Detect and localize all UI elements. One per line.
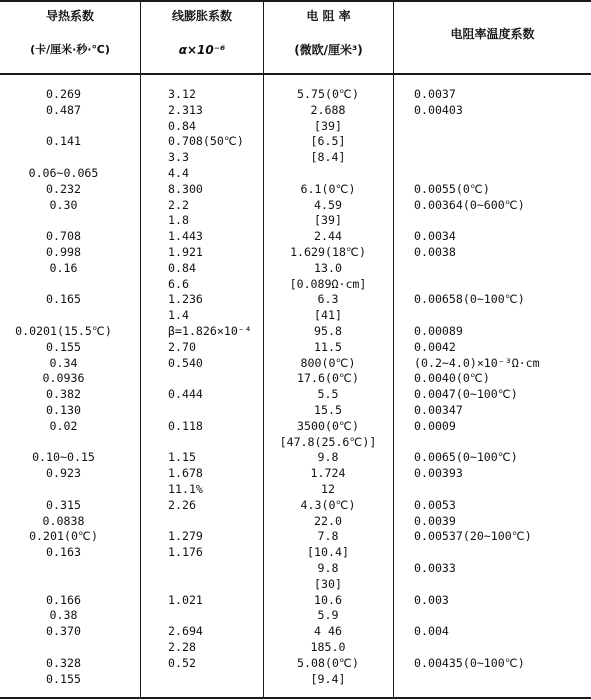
expansion-cell: 1.021 (168, 592, 203, 607)
expansion-cell: 2.2 (168, 197, 189, 212)
temp-coeff-cell: 0.00364(0~600℃) (414, 197, 525, 212)
temp-coeff-cell: 0.0033 (414, 561, 456, 575)
temp-coeff-cell: 0.0065(0~100℃) (414, 450, 518, 465)
expansion-cell: 1.176 (168, 545, 203, 560)
resistivity-cell: 5.75(0℃) (297, 87, 359, 101)
expansion-cell: 0.118 (168, 418, 203, 433)
expansion-cell: 2.694 (168, 624, 203, 639)
resistivity-cell: [39] (314, 118, 342, 133)
conductivity-cell: 0.998 (46, 245, 81, 259)
resistivity-cell: [0.089Ω·cm] (289, 276, 367, 291)
header-thermal-conductivity-unit: (卡/厘米·秒·℃) (30, 43, 110, 56)
conductivity-cell: 0.06~0.065 (28, 166, 99, 180)
temp-coeff-cell: 0.00347 (414, 403, 463, 417)
conductivity-cell: 0.30 (49, 197, 78, 212)
resistivity-cell: 185.0 (310, 640, 346, 654)
expansion-cell: 0.540 (168, 355, 203, 370)
bottom-rule (0, 697, 591, 699)
resistivity-cell: 15.5 (314, 403, 342, 417)
expansion-cell: 11.1% (168, 482, 203, 496)
temp-coeff-cell: 0.0047(0~100℃) (414, 387, 518, 402)
expansion-cell: 0.52 (168, 655, 196, 670)
header-resistivity: 电 阻 率 (306, 9, 351, 23)
temp-coeff-cell: 0.0038 (414, 245, 456, 259)
conductivity-cell: 0.201(0℃) (29, 529, 98, 544)
conductivity-cell: 0.165 (46, 292, 81, 307)
header-linear-expansion-unit: α×10⁻⁶ (178, 43, 226, 57)
conductivity-cell: 0.163 (46, 545, 81, 560)
expansion-cell: 1.443 (168, 229, 203, 244)
expansion-cell: 1.8 (168, 213, 189, 228)
resistivity-cell: 5.9 (317, 608, 339, 623)
top-rule (0, 0, 591, 2)
expansion-cell: 1.236 (168, 292, 203, 307)
resistivity-cell: [8.4] (310, 150, 346, 165)
expansion-cell: 1.921 (168, 245, 203, 259)
expansion-cell: 2.26 (168, 497, 196, 512)
conductivity-cell: 0.315 (46, 497, 81, 512)
resistivity-cell: 1.629(18℃) (290, 245, 366, 259)
temp-coeff-cell: 0.0055(0℃) (414, 181, 490, 196)
conductivity-cell: 0.269 (46, 87, 81, 101)
expansion-cell: 1.279 (168, 529, 203, 544)
conductivity-cell: 0.923 (46, 466, 81, 481)
temp-coeff-cell: 0.0034 (414, 229, 456, 244)
resistivity-cell: 22.0 (314, 513, 342, 528)
resistivity-cell: 10.6 (314, 592, 342, 607)
conductivity-cell: 0.141 (46, 134, 81, 149)
temp-coeff-cell: 0.00393 (414, 466, 463, 481)
expansion-cell: 0.444 (168, 387, 203, 402)
temp-coeff-cell: 0.0040(0℃) (414, 371, 490, 386)
conductivity-cell: 0.16 (49, 260, 78, 275)
temp-coeff-cell: 0.0042 (414, 339, 456, 354)
header-bottom-rule (0, 73, 591, 75)
resistivity-cell: 4.59 (314, 197, 342, 212)
resistivity-cell: [9.4] (310, 671, 346, 686)
temp-coeff-cell: 0.0009 (414, 418, 456, 433)
conductivity-cell: 0.370 (46, 624, 81, 639)
temp-coeff-cell: 0.0039 (414, 513, 456, 528)
resistivity-cell: 2.688 (310, 102, 346, 117)
temp-coeff-cell: 0.003 (414, 592, 449, 607)
resistivity-cell: 5.5 (317, 387, 339, 402)
resistivity-cell: [41] (314, 308, 342, 323)
resistivity-cell: 9.8 (317, 561, 339, 575)
expansion-cell: 2.70 (168, 339, 196, 354)
temp-coeff-cell: 0.00537(20~100℃) (414, 529, 532, 544)
expansion-cell: 2.313 (168, 102, 203, 117)
expansion-cell: 8.300 (168, 181, 203, 196)
resistivity-cell: 800(0℃) (300, 355, 356, 370)
expansion-cell: 1.15 (168, 450, 196, 465)
resistivity-cell: 9.8 (317, 450, 339, 465)
resistivity-cell: [39] (314, 213, 342, 228)
temp-coeff-cell: 0.004 (414, 624, 449, 639)
resistivity-cell: 6.1(0℃) (300, 181, 356, 196)
resistivity-cell: 4 46 (314, 624, 342, 639)
resistivity-cell: [30] (314, 576, 342, 591)
conductivity-cell: 0.328 (46, 655, 81, 670)
temp-coeff-cell: 0.00403 (414, 102, 463, 117)
expansion-cell: 0.84 (168, 260, 196, 275)
expansion-cell: 1.678 (168, 466, 203, 481)
resistivity-cell: [10.4] (307, 545, 349, 560)
conductivity-cell: 0.232 (46, 181, 81, 196)
header-thermal-conductivity: 导热系数 (45, 9, 94, 23)
conductivity-cell: 0.155 (46, 671, 81, 686)
resistivity-cell: 6.3 (317, 292, 339, 307)
temp-coeff-cell: 0.00658(0~100℃) (414, 292, 525, 307)
conductivity-cell: 0.0201(15.5℃) (15, 324, 112, 338)
conductivity-cell: 0.155 (46, 339, 81, 354)
conductivity-cell: 0.02 (49, 418, 78, 433)
resistivity-cell: 1.724 (310, 466, 346, 481)
expansion-cell: 2.28 (168, 640, 196, 654)
temp-coeff-cell: 0.00435(0~100℃) (414, 655, 525, 670)
resistivity-cell: 17.6(0℃) (297, 371, 359, 386)
conductivity-cell: 0.38 (49, 608, 78, 623)
resistivity-cell: 12 (321, 482, 335, 496)
header-resistivity-unit: (微欧/厘米³) (294, 43, 363, 57)
resistivity-cell: 4.3(0℃) (300, 497, 356, 512)
resistivity-cell: 7.8 (317, 529, 339, 544)
expansion-cell: 3.3 (168, 150, 189, 165)
conductivity-cell: 0.487 (46, 102, 81, 117)
expansion-cell: 1.4 (168, 308, 189, 323)
expansion-cell: 6.6 (168, 276, 189, 291)
temp-coeff-cell: (0.2~4.0)×10⁻³Ω·cm (414, 355, 540, 370)
header-linear-expansion: 线膨胀系数 (171, 9, 232, 23)
resistivity-cell: [6.5] (310, 134, 346, 149)
conductivity-cell: 0.10~0.15 (32, 450, 95, 465)
expansion-cell: 0.708(50℃) (168, 134, 244, 149)
resistivity-cell: 11.5 (314, 339, 342, 354)
resistivity-cell: 2.44 (314, 229, 342, 244)
resistivity-cell: 13.0 (314, 260, 342, 275)
conductivity-cell: 0.166 (46, 592, 81, 607)
expansion-cell: β=1.826×10⁻⁴ (168, 324, 252, 338)
temp-coeff-cell: 0.0053 (414, 497, 456, 512)
resistivity-cell: 5.08(0℃) (297, 655, 359, 670)
resistivity-cell: 3500(0℃) (297, 418, 359, 433)
expansion-cell: 4.4 (168, 166, 189, 180)
temp-coeff-cell: 0.0037 (414, 87, 456, 101)
conductivity-cell: 0.34 (49, 355, 78, 370)
conductivity-cell: 0.130 (46, 403, 81, 417)
conductivity-cell: 0.382 (46, 387, 81, 402)
resistivity-cell: 95.8 (314, 324, 342, 338)
header-resistivity-temp-coeff: 电阻率温度系数 (450, 27, 535, 41)
column-divider (140, 0, 141, 699)
conductivity-cell: 0.0936 (42, 371, 85, 386)
conductivity-cell: 0.0838 (42, 513, 85, 528)
conductivity-cell: 0.708 (46, 229, 81, 244)
expansion-cell: 0.84 (168, 118, 196, 133)
temp-coeff-cell: 0.00089 (414, 324, 463, 338)
resistivity-cell: [47.8(25.6℃)] (279, 434, 377, 449)
expansion-cell: 3.12 (168, 87, 196, 101)
